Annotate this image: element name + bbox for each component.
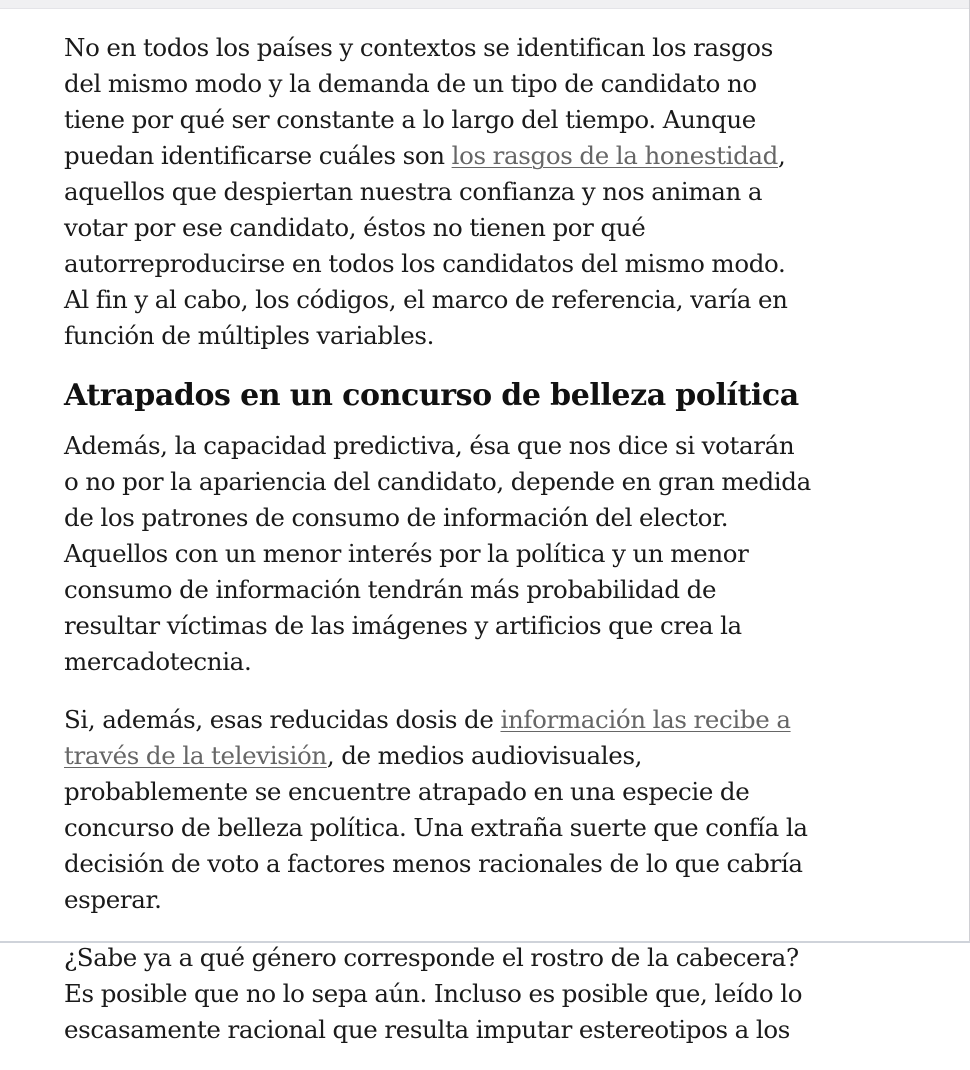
paragraph-television-text-before: Si, además, esas reducidas dosis de: [64, 705, 500, 734]
article-body: [64, 30, 814, 1070]
paragraph-rasgos: [64, 30, 814, 354]
paragraph-rostro-cabecera: ¿Sabe ya a qué género corresponde el rostro de la cabecera? Es posible que no lo sepa aún. Incluso es posible que, leído lo escasamente racional que resulta imputar estereotipos a los: [64, 940, 814, 1048]
section-heading: Atrapados en un concurso de belleza política: [64, 376, 814, 416]
honestidad-link[interactable]: los rasgos de la honestidad: [452, 141, 778, 170]
paragraph-television-text-after: , de medios audiovisuales, probablemente se encuentre atrapado en una especie de concurso de belleza política. Una extraña suerte que confía la decisión de voto a factores menos racionales de lo que cabría esperar.: [64, 741, 808, 914]
paragraph-rasgos-text-after: , aquellos que despiertan nuestra confianza y nos animan a votar por ese candidato, éstos no tienen por qué autorreproducirse en todos los candidatos del mismo modo. Al fin y al cabo, los códigos, el marco de referencia, varía en función de múltiples variables.: [64, 141, 788, 350]
paragraph-television: [64, 702, 814, 918]
browser-top-edge: [0, 0, 970, 9]
paragraph-capacidad-predictiva: Además, la capacidad predictiva, ésa que nos dice si votarán o no por la apariencia del candidato, depende en gran medida de los patrones de consumo de información del elector. Aquellos con un menor interés por la política y un menor consumo de información tendrán más probabilidad de resultar víctimas de las imágenes y artificios que crea la mercadotecnia.: [64, 428, 814, 680]
television-link[interactable]: información las recibe a través de la televisión: [64, 705, 791, 770]
paragraph-rasgos-text-before: No en todos los países y contextos se identifican los rasgos del mismo modo y la demanda de un tipo de candidato no tiene por qué ser constante a lo largo del tiempo. Aunque puedan identificarse cuáles son: [64, 33, 773, 170]
